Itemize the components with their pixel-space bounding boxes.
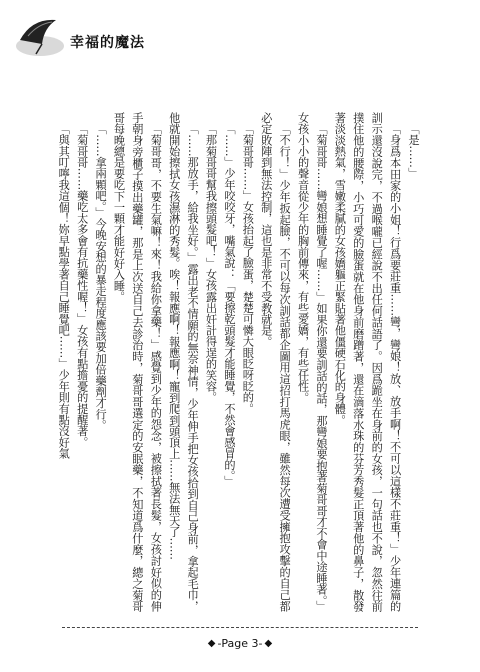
paragraph: 「……那放手，給我坐好。」露出老不情願的無奈神情，少年伸手把女孩拾到自己身前，拿起毛巾，他就開始擦拭女孩濕淋的秀髮。唉！報應啊！報應啊！寵到爬到頭頂上……無法無天了…… — [167, 112, 200, 612]
diamond-icon: ◆ — [264, 637, 273, 649]
paragraph: 「與其叮嚀我這個！妳早點學著自己睡覺吧……」少年則有點沒好氣 — [57, 123, 71, 460]
paragraph: 「菊哥哥……藥吃太多會有抗藥性喔！」女孩有點擔憂的提醒著。 — [75, 123, 89, 448]
page-footer — [0, 634, 480, 652]
page-number: -Page 3- — [217, 636, 263, 650]
paragraph: 「那菊哥哥幫我擦頭髮吧！」女孩露出奸計得逞的笑容。 — [204, 123, 218, 404]
footer-divider — [62, 627, 418, 628]
paragraph: 「菊哥哥，不要生氣嘛！來！我給你拿藥！」感覺到少年的怨念，被擦拭著長髮，女孩討好似的伸手朝身旁櫃子摸出藥罐，那是上次送自己去診治時，菊哥哥選定的安眠藥，不知道爲什麼，總之菊哥哥每晚總是要吃下一顆才能好好入睡。 — [112, 112, 163, 612]
paragraph: 「菊哥哥……彎娘想睡覺了喔……」如果你還要訓話的話，那彎娘要抱著菊哥哥才不會中途睡著。」女孩小小的聲音從少年的胸前傳來，有些愛嬌，有些任性。 — [296, 112, 328, 612]
diamond-icon: ◆ — [207, 637, 216, 649]
page-header — [14, 10, 214, 54]
story-body — [47, 112, 422, 612]
paragraph: 「身爲本田家的小姐！行爲要莊重……彎，彎娘！放、放手啊！不可以這樣不莊重！」少年連篇的訓示還沒說完，不過喉嚨已經說不出任何話語了。因爲跪坐在身前的女孩，一句話也不說，忽然往前撲住他的腰際，小巧可愛的臉蛋就在他身前磨蹭著，還在滴落水珠的芬芳秀髮正頂著他的鼻子，散發著淡淡熱氣，雪嫩柔膩的女孩嬌軀正緊貼著他僵硬石化的身體。 — [333, 112, 402, 612]
paragraph: 「菊哥哥……」女孩抬起了臉蛋，楚楚可憐大眼眨呀眨的。 — [241, 123, 255, 415]
paragraph: 「不行！」少年扳起臉，不可以每次訓話都企圖用這招打馬虎眼，雖然每次遭受擁抱攻擊的自己都必定敗陣到無法控制，這也是非常不受教就是。 — [259, 112, 292, 612]
page-title: 幸福的魔法 — [70, 35, 145, 51]
paragraph: 「……」少年咬咬牙，嘴氣說：「要擦乾頭髮才能睡覺，不然會感冒的。」 — [222, 123, 236, 488]
paragraph: 「是……」 — [407, 123, 420, 180]
paragraph: 「……拿兩顆吧。」今晚安想的暴走程度應該要加倍藥劑才行。 — [94, 123, 108, 432]
umbrella-logo-icon — [14, 10, 66, 58]
